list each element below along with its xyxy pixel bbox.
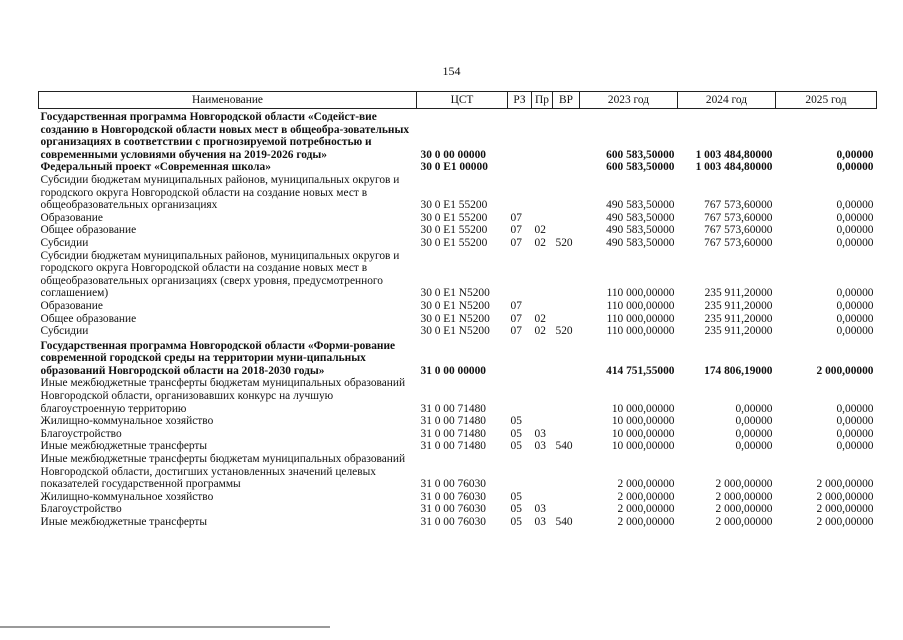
cell-2024: 2 000,00000: [715, 503, 773, 516]
cell-pr: [532, 250, 553, 300]
cell-cst: 31 0 00 76030: [420, 478, 486, 491]
cell-vr: [553, 453, 580, 491]
cell-2023: 10 000,00000: [611, 415, 675, 428]
cell-pr: [532, 109, 553, 162]
cell-cst: 31 0 00 76030: [420, 490, 486, 503]
cell-2024: 1 003 484,80000: [695, 161, 773, 174]
cell-vr: 540: [555, 440, 573, 453]
cell-rz: 05: [510, 490, 522, 503]
cell-pr: [532, 453, 553, 491]
cell-rz: 07: [510, 211, 522, 224]
cell-pr: [532, 338, 553, 378]
cell-2024: 174 806,19000: [704, 364, 773, 377]
cell-2023: 110 000,00000: [606, 312, 675, 325]
cell-2025: 0,00000: [836, 199, 874, 212]
cell-cst: 30 0 E1 N5200: [420, 312, 490, 325]
cell-vr: [553, 428, 580, 441]
cell-pr: 02: [534, 236, 546, 249]
cell-2025: 2 000,00000: [816, 503, 874, 516]
cell-2025: 2 000,00000: [816, 364, 874, 377]
cell-2025: 0,00000: [836, 236, 874, 249]
cell-rz: 05: [510, 415, 522, 428]
budget-table: [38, 91, 877, 529]
table-row: [39, 174, 877, 212]
cell-2024: 235 911,20000: [704, 287, 773, 300]
cell-2024: 235 911,20000: [704, 325, 773, 338]
cell-2025: 0,00000: [836, 312, 874, 325]
cell-vr: [553, 338, 580, 378]
column-header-vr: ВР: [553, 92, 580, 109]
cell-2024: 2 000,00000: [715, 516, 773, 528]
cell-2024: 235 911,20000: [704, 312, 773, 325]
cell-name: Государственная программа Новгородской области «Содейст-вие созданию в Новгородской области новых мест в общеобра-зовательных организациях в соответствии с прогнозируемой потребностью и современными условиями обучения на 2019-2026 годы»: [40, 111, 410, 161]
cell-vr: 540: [555, 516, 573, 528]
cell-vr: 520: [555, 325, 573, 338]
cell-pr: 03: [534, 503, 546, 516]
cell-rz: [508, 161, 532, 174]
cell-name: Благоустройство: [40, 503, 122, 516]
cell-2023: 2 000,00000: [617, 516, 675, 528]
cell-vr: [553, 109, 580, 162]
column-header-pr: Пр: [532, 92, 553, 109]
table-row: [39, 503, 877, 516]
cell-name: Иные межбюджетные трансферты: [40, 440, 208, 453]
cell-2023: 2 000,00000: [617, 490, 675, 503]
cell-2025: 0,00000: [836, 427, 874, 440]
cell-cst: 31 0 00 71480: [420, 415, 486, 428]
cell-2023: 10 000,00000: [611, 427, 675, 440]
column-header-name: Наименование: [39, 92, 417, 109]
cell-2023: 2 000,00000: [617, 478, 675, 491]
cell-cst: 31 0 00 71480: [420, 427, 486, 440]
table-row: [39, 161, 877, 174]
table-row: [39, 224, 877, 237]
cell-2023: 110 000,00000: [606, 299, 675, 312]
cell-pr: 03: [534, 427, 546, 440]
column-header-rz: РЗ: [508, 92, 532, 109]
cell-cst: 31 0 00 76030: [420, 516, 486, 528]
cell-2025: 2 000,00000: [816, 490, 874, 503]
cell-2025: 0,00000: [836, 440, 874, 453]
cell-rz: [508, 250, 532, 300]
column-header-2023: 2023 год: [580, 92, 678, 109]
cell-2024: 0,00000: [735, 440, 773, 453]
table-row: [39, 428, 877, 441]
cell-name: Общее образование: [40, 312, 137, 325]
cell-2024: 235 911,20000: [704, 299, 773, 312]
cell-pr: 02: [534, 224, 546, 237]
cell-name: Субсидии: [40, 325, 89, 338]
cell-name: Общее образование: [40, 224, 137, 237]
table-row: [39, 415, 877, 428]
cell-vr: [553, 161, 580, 174]
cell-vr: [553, 250, 580, 300]
cell-rz: 07: [510, 299, 522, 312]
cell-2023: 600 583,50000: [606, 161, 675, 174]
cell-2024: 2 000,00000: [715, 490, 773, 503]
scan-edge-line: [0, 626, 330, 628]
cell-name: Государственная программа Новгородской области «Форми-рование современной городской среды на территории муни-ципальных образований Новгородской области на 2018-2030 годы»: [40, 339, 396, 377]
cell-2023: 490 583,50000: [606, 199, 675, 212]
cell-name: Жилищно-коммунальное хозяйство: [40, 415, 214, 428]
cell-2025: 0,00000: [836, 161, 874, 174]
cell-pr: [532, 491, 553, 504]
cell-2024: 767 573,60000: [704, 224, 773, 237]
cell-vr: [553, 174, 580, 212]
cell-2023: 10 000,00000: [611, 440, 675, 453]
cell-2025: 2 000,00000: [816, 478, 874, 491]
cell-name: Субсидии бюджетам муниципальных районов, муниципальных округов и городского округа Новгородской области на создание новых мест в общеобразовательных организациях: [40, 173, 400, 212]
cell-cst: 31 0 00 71480: [420, 440, 486, 453]
cell-cst: 31 0 00 71480: [420, 402, 486, 415]
cell-2024: 767 573,60000: [704, 211, 773, 224]
table-row: [39, 109, 877, 162]
cell-name: Субсидии бюджетам муниципальных районов, муниципальных округов и городского округа Новгородской области на создание новых мест в общеобразовательных организациях (сверх уровня, предусмотренного соглашением): [40, 249, 400, 300]
cell-name: Жилищно-коммунальное хозяйство: [40, 490, 214, 503]
cell-pr: 03: [534, 516, 546, 528]
cell-vr: [553, 377, 580, 415]
cell-pr: [532, 212, 553, 225]
cell-vr: 520: [555, 236, 573, 249]
cell-2025: 0,00000: [836, 402, 874, 415]
cell-rz: 07: [510, 236, 522, 249]
cell-cst: 30 0 E1 55200: [420, 199, 488, 212]
cell-2025: 2 000,00000: [816, 516, 874, 528]
cell-cst: 30 0 E1 55200: [420, 211, 488, 224]
cell-2025: 0,00000: [836, 224, 874, 237]
cell-2024: 0,00000: [735, 427, 773, 440]
cell-pr: [532, 161, 553, 174]
cell-pr: 02: [534, 312, 546, 325]
cell-rz: 05: [510, 516, 522, 528]
cell-vr: [553, 415, 580, 428]
column-header-cst: ЦСТ: [417, 92, 508, 109]
cell-name: Благоустройство: [40, 427, 122, 440]
cell-cst: 30 0 E1 N5200: [420, 299, 490, 312]
table-row: [39, 516, 877, 529]
table-row: [39, 313, 877, 326]
cell-2025: 0,00000: [836, 287, 874, 300]
table-row: [39, 212, 877, 225]
cell-rz: [508, 338, 532, 378]
table-row: [39, 338, 877, 378]
cell-2023: 110 000,00000: [606, 325, 675, 338]
table-row: [39, 491, 877, 504]
cell-2025: 0,00000: [836, 415, 874, 428]
cell-name: Иные межбюджетные трансферты бюджетам муниципальных образований Новгородской области, достигших установленных значений целевых показателей государственной программы: [40, 453, 406, 491]
cell-2023: 414 751,55000: [606, 364, 675, 377]
page-number: 154: [442, 64, 461, 78]
cell-name: Федеральный проект «Современная школа»: [40, 161, 271, 174]
cell-vr: [553, 224, 580, 237]
cell-2024: 1 003 484,80000: [695, 148, 773, 161]
cell-cst: 30 0 E1 00000: [420, 161, 488, 174]
cell-cst: 30 0 E1 N5200: [420, 325, 490, 338]
cell-rz: [508, 109, 532, 162]
cell-2023: 600 583,50000: [606, 148, 675, 161]
cell-2025: 0,00000: [836, 325, 874, 338]
cell-cst: 31 0 00 00000: [420, 364, 486, 377]
cell-rz: 07: [510, 312, 522, 325]
cell-pr: [532, 415, 553, 428]
cell-pr: 03: [534, 440, 546, 453]
table-row: [39, 325, 877, 338]
table-row: [39, 237, 877, 250]
cell-2023: 110 000,00000: [606, 287, 675, 300]
table-row: [39, 453, 877, 491]
cell-pr: [532, 377, 553, 415]
cell-vr: [553, 300, 580, 313]
cell-name: Иные межбюджетные трансферты бюджетам муниципальных образований Новгородской области, организовавших конкурс на лучшую благоустроенную территорию: [40, 377, 406, 415]
cell-2023: 2 000,00000: [617, 503, 675, 516]
cell-rz: 05: [510, 503, 522, 516]
cell-rz: 07: [510, 224, 522, 237]
cell-2023: 490 583,50000: [606, 224, 675, 237]
cell-2024: 0,00000: [735, 402, 773, 415]
cell-vr: [553, 313, 580, 326]
cell-rz: [508, 174, 532, 212]
cell-cst: 31 0 00 76030: [420, 503, 486, 516]
cell-name: Образование: [40, 299, 103, 312]
cell-rz: 05: [510, 427, 522, 440]
cell-2023: 490 583,50000: [606, 236, 675, 249]
cell-rz: 07: [510, 325, 522, 338]
cell-pr: [532, 300, 553, 313]
column-header-2024: 2024 год: [678, 92, 776, 109]
cell-2024: 767 573,60000: [704, 199, 773, 212]
cell-2025: 0,00000: [836, 211, 874, 224]
cell-2024: 767 573,60000: [704, 236, 773, 249]
cell-name: Образование: [40, 211, 103, 224]
cell-rz: [508, 453, 532, 491]
cell-vr: [553, 212, 580, 225]
cell-2025: 0,00000: [836, 148, 874, 161]
cell-2023: 10 000,00000: [611, 402, 675, 415]
cell-rz: 05: [510, 440, 522, 453]
cell-cst: 30 0 E1 55200: [420, 236, 488, 249]
cell-cst: 30 0 E1 N5200: [420, 287, 490, 300]
cell-cst: 30 0 00 00000: [420, 148, 486, 161]
cell-pr: [532, 174, 553, 212]
cell-pr: 02: [534, 325, 546, 338]
cell-2024: 0,00000: [735, 415, 773, 428]
cell-rz: [508, 377, 532, 415]
cell-vr: [553, 503, 580, 516]
table-row: [39, 440, 877, 453]
cell-name: Субсидии: [40, 236, 89, 249]
cell-name: Иные межбюджетные трансферты: [40, 516, 208, 528]
cell-2023: 490 583,50000: [606, 211, 675, 224]
cell-cst: 30 0 E1 55200: [420, 224, 488, 237]
column-header-2025: 2025 год: [776, 92, 877, 109]
cell-2025: 0,00000: [836, 299, 874, 312]
table-row: [39, 300, 877, 313]
table-row: [39, 377, 877, 415]
table-header-row: [39, 92, 877, 109]
cell-vr: [553, 491, 580, 504]
table-body: [39, 109, 877, 529]
cell-2024: 2 000,00000: [715, 478, 773, 491]
table-row: [39, 250, 877, 300]
